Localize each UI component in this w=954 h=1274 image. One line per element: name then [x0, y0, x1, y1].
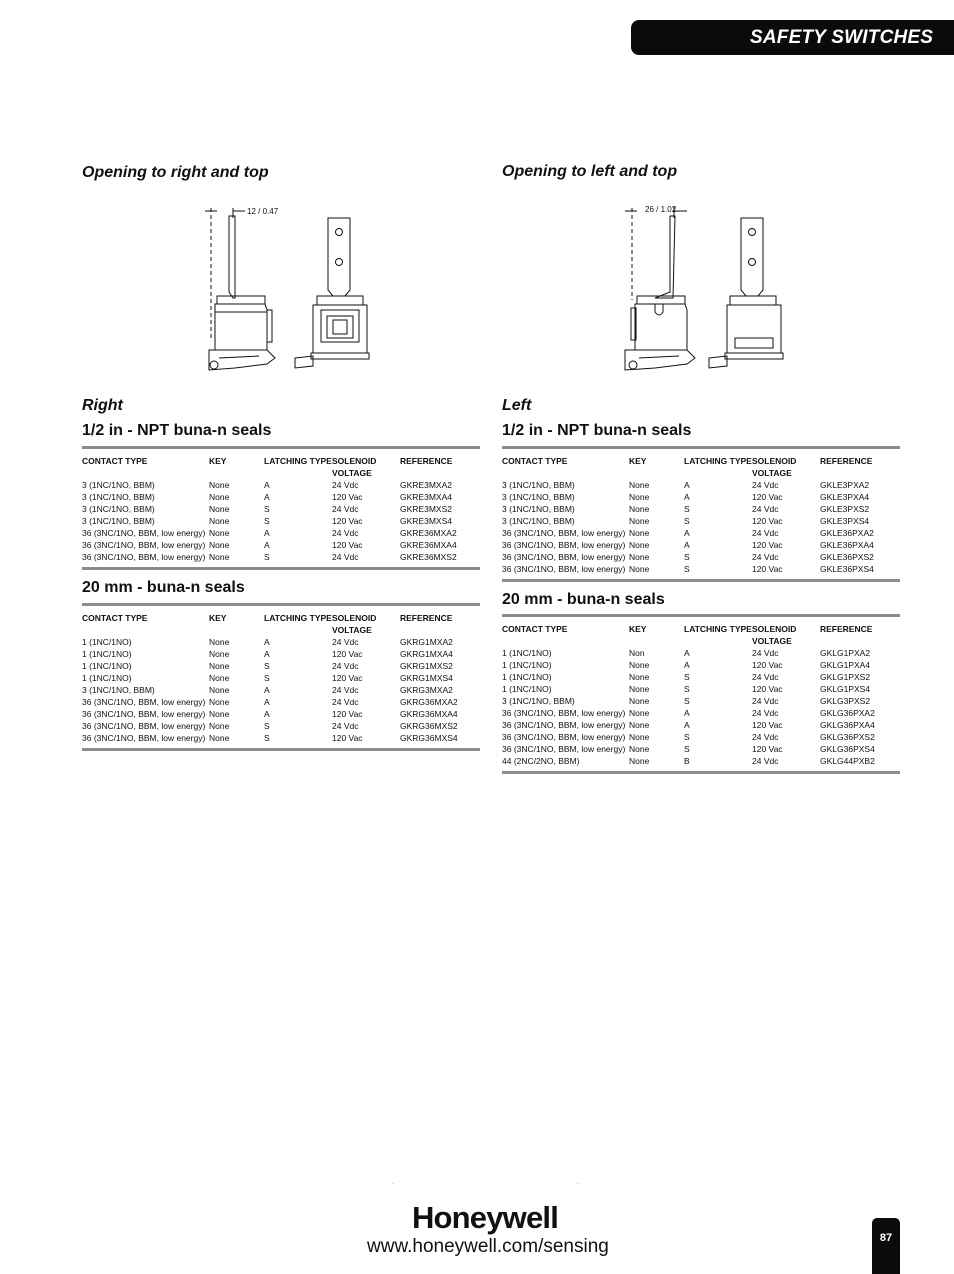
table-row: [82, 479, 480, 491]
header-solenoid-voltage: SOLENOID VOLTAGE: [752, 624, 797, 646]
cell-latching-type: S: [684, 732, 690, 742]
brand-logo-text: Honeywell: [411, 1200, 559, 1235]
cell-solenoid-voltage: 120 Vac: [332, 673, 363, 683]
table-row: [82, 660, 480, 672]
website-link[interactable]: www.honeywell.com/sensing: [367, 1236, 609, 1257]
cell-solenoid-voltage: 24 Vdc: [332, 697, 359, 707]
cell-reference: GKLG1PXS4: [820, 684, 871, 694]
spec-table-right-20mm: [82, 603, 480, 751]
cell-latching-type: A: [684, 480, 690, 490]
figure-title-left: Opening to left and top: [502, 163, 678, 180]
cell-reference: GKRE3MXA2: [400, 480, 452, 490]
cell-latching-type: A: [264, 637, 270, 647]
cell-latching-type: A: [264, 649, 270, 659]
cell-contact-type: 36 (3NC/1NO, BBM, low energy): [82, 721, 206, 731]
cell-contact-type: 36 (3NC/1NO, BBM, low energy): [502, 528, 626, 538]
table-row: [82, 551, 480, 563]
cell-solenoid-voltage: 120 Vac: [752, 516, 783, 526]
cell-latching-type: S: [264, 721, 270, 731]
cell-solenoid-voltage: 120 Vac: [752, 540, 783, 550]
cell-key: None: [209, 649, 230, 659]
table-header-row: [82, 449, 480, 479]
dimension-mm-right: 12 / 0.47: [247, 207, 279, 216]
table-header-row: [502, 449, 900, 479]
cell-reference: GKLE3PXS4: [820, 516, 870, 526]
cell-latching-type: S: [264, 504, 270, 514]
crop-mark: ·: [392, 1181, 394, 1187]
cell-reference: GKLG1PXA4: [820, 660, 871, 670]
cell-solenoid-voltage: 120 Vac: [332, 540, 363, 550]
cell-key: None: [209, 528, 230, 538]
table-row: [502, 527, 900, 539]
header-contact-type: CONTACT TYPE: [82, 613, 148, 623]
table-row: [502, 743, 900, 755]
cell-key: None: [629, 552, 650, 562]
table-row: [82, 684, 480, 696]
table-row: [82, 503, 480, 515]
cell-contact-type: 1 (1NC/1NO): [82, 661, 132, 671]
table-row: [502, 707, 900, 719]
cell-reference: GKRG36MXA4: [400, 709, 458, 719]
cell-reference: GKLE3PXS2: [820, 504, 870, 514]
switch-drawing-left: [615, 200, 805, 380]
cell-solenoid-voltage: 24 Vdc: [752, 672, 779, 682]
cell-contact-type: 36 (3NC/1NO, BBM, low energy): [82, 709, 206, 719]
spec-table-left-npt: [502, 446, 900, 582]
cell-solenoid-voltage: 24 Vdc: [752, 504, 779, 514]
cell-solenoid-voltage: 120 Vac: [752, 684, 783, 694]
cell-solenoid-voltage: 24 Vdc: [332, 480, 359, 490]
cell-reference: GKLG36PXS2: [820, 732, 875, 742]
cell-solenoid-voltage: 24 Vdc: [332, 685, 359, 695]
cell-solenoid-voltage: 24 Vdc: [752, 732, 779, 742]
cell-latching-type: A: [264, 540, 270, 550]
cell-reference: GKRG3MXA2: [400, 685, 453, 695]
cell-latching-type: S: [684, 564, 690, 574]
cell-key: None: [209, 673, 230, 683]
cell-contact-type: 36 (3NC/1NO, BBM, low energy): [82, 552, 206, 562]
cell-contact-type: 1 (1NC/1NO): [82, 673, 132, 683]
cell-key: None: [209, 697, 230, 707]
table-title-left-20mm: 20 mm - buna-n seals: [502, 591, 665, 608]
cell-key: None: [209, 516, 230, 526]
cell-reference: GKRE36MXS2: [400, 552, 457, 562]
cell-solenoid-voltage: 24 Vdc: [332, 637, 359, 647]
section-title: SAFETY SWITCHES: [750, 27, 934, 48]
table-rule: [82, 567, 480, 570]
cell-solenoid-voltage: 120 Vac: [332, 709, 363, 719]
spec-table-left-20mm: [502, 614, 900, 774]
cell-contact-type: 3 (1NC/1NO, BBM): [82, 492, 155, 502]
table-row: [502, 695, 900, 707]
cell-latching-type: S: [684, 504, 690, 514]
header-solenoid-voltage: SOLENOID VOLTAGE: [332, 613, 377, 635]
cell-key: None: [209, 480, 230, 490]
cell-latching-type: A: [684, 660, 690, 670]
header-key: KEY: [209, 456, 227, 466]
cell-latching-type: A: [264, 492, 270, 502]
cell-solenoid-voltage: 24 Vdc: [332, 528, 359, 538]
table-row: [82, 708, 480, 720]
table-row: [502, 647, 900, 659]
cell-solenoid-voltage: 120 Vac: [752, 492, 783, 502]
cell-reference: GKLE3PXA4: [820, 492, 870, 502]
table-row: [82, 539, 480, 551]
cell-reference: GKLG1PXS2: [820, 672, 871, 682]
cell-contact-type: 3 (1NC/1NO, BBM): [502, 504, 575, 514]
table-row: [502, 515, 900, 527]
cell-key: None: [209, 709, 230, 719]
cell-reference: GKRE3MXA4: [400, 492, 452, 502]
cell-contact-type: 36 (3NC/1NO, BBM, low energy): [82, 540, 206, 550]
page-number: 87: [879, 1232, 893, 1244]
cell-latching-type: S: [684, 684, 690, 694]
cell-reference: GKRE3MXS2: [400, 504, 452, 514]
cell-key: None: [629, 672, 650, 682]
cell-latching-type: B: [684, 756, 690, 766]
table-rule: [82, 748, 480, 751]
header-reference: REFERENCE: [820, 456, 873, 466]
table-title-right-npt: 1/2 in - NPT buna-n seals: [82, 422, 272, 439]
cell-latching-type: A: [684, 720, 690, 730]
cell-reference: GKRE36MXA2: [400, 528, 457, 538]
cell-solenoid-voltage: 24 Vdc: [332, 721, 359, 731]
cell-key: None: [629, 684, 650, 694]
cell-solenoid-voltage: 24 Vdc: [752, 648, 779, 658]
table-title-right-20mm: 20 mm - buna-n seals: [82, 579, 245, 596]
cell-contact-type: 1 (1NC/1NO): [502, 660, 552, 670]
cell-key: None: [629, 540, 650, 550]
header-reference: REFERENCE: [400, 456, 453, 466]
cell-reference: GKLE36PXS4: [820, 564, 874, 574]
cell-latching-type: A: [264, 709, 270, 719]
header-contact-type: CONTACT TYPE: [82, 456, 148, 466]
cell-reference: GKRE3MXS4: [400, 516, 452, 526]
honeywell-logo: [409, 1199, 561, 1235]
table-row: [502, 479, 900, 491]
cell-contact-type: 1 (1NC/1NO): [82, 637, 132, 647]
cell-latching-type: S: [264, 516, 270, 526]
table-row: [502, 503, 900, 515]
table-row: [82, 732, 480, 744]
cell-latching-type: A: [684, 492, 690, 502]
table-header-row: [82, 606, 480, 636]
header-latching-type: LATCHING TYPE: [264, 613, 332, 623]
cell-reference: GKLE36PXS2: [820, 552, 874, 562]
cell-reference: GKRG36MXA2: [400, 697, 458, 707]
switch-drawing-right: [195, 200, 385, 380]
cell-reference: GKRE36MXA4: [400, 540, 457, 550]
cell-reference: GKLG3PXS2: [820, 696, 871, 706]
cell-contact-type: 3 (1NC/1NO, BBM): [82, 685, 155, 695]
table-row: [502, 551, 900, 563]
cell-key: None: [629, 660, 650, 670]
cell-reference: GKLG36PXS4: [820, 744, 875, 754]
cell-latching-type: A: [684, 648, 690, 658]
cell-key: None: [629, 528, 650, 538]
cell-latching-type: S: [684, 552, 690, 562]
header-key: KEY: [629, 624, 647, 634]
cell-key: None: [209, 637, 230, 647]
cell-solenoid-voltage: 120 Vac: [332, 733, 363, 743]
cell-latching-type: S: [684, 696, 690, 706]
cell-key: None: [209, 492, 230, 502]
table-row: [502, 491, 900, 503]
cell-reference: GKLG36PXA4: [820, 720, 875, 730]
cell-contact-type: 36 (3NC/1NO, BBM, low energy): [502, 720, 626, 730]
section-label-right: Right: [82, 397, 123, 414]
table-row: [82, 648, 480, 660]
cell-contact-type: 3 (1NC/1NO, BBM): [82, 504, 155, 514]
cell-reference: GKLE36PXA2: [820, 528, 874, 538]
table-row: [502, 539, 900, 551]
table-rule: [502, 771, 900, 774]
table-row: [502, 731, 900, 743]
cell-latching-type: A: [684, 708, 690, 718]
table-row: [502, 659, 900, 671]
cell-contact-type: 3 (1NC/1NO, BBM): [82, 480, 155, 490]
cell-latching-type: A: [264, 528, 270, 538]
cell-reference: GKLE36PXA4: [820, 540, 874, 550]
cell-contact-type: 1 (1NC/1NO): [82, 649, 132, 659]
cell-latching-type: S: [684, 744, 690, 754]
cell-solenoid-voltage: 24 Vdc: [752, 696, 779, 706]
cell-latching-type: S: [264, 552, 270, 562]
cell-reference: GKRG1MXS2: [400, 661, 453, 671]
header-key: KEY: [629, 456, 647, 466]
cell-reference: GKRG36MXS4: [400, 733, 458, 743]
cell-latching-type: S: [684, 516, 690, 526]
table-row: [82, 491, 480, 503]
cell-contact-type: 3 (1NC/1NO, BBM): [82, 516, 155, 526]
cell-latching-type: S: [684, 672, 690, 682]
cell-solenoid-voltage: 24 Vdc: [752, 708, 779, 718]
cell-contact-type: 36 (3NC/1NO, BBM, low energy): [502, 564, 626, 574]
cell-key: None: [629, 756, 650, 766]
cell-key: None: [209, 540, 230, 550]
cell-solenoid-voltage: 120 Vac: [752, 744, 783, 754]
cell-key: None: [209, 504, 230, 514]
cell-solenoid-voltage: 120 Vac: [752, 564, 783, 574]
cell-solenoid-voltage: 24 Vdc: [752, 552, 779, 562]
cell-latching-type: A: [264, 685, 270, 695]
cell-solenoid-voltage: 24 Vdc: [332, 504, 359, 514]
cell-latching-type: A: [684, 528, 690, 538]
cell-key: None: [209, 661, 230, 671]
cell-key: None: [629, 492, 650, 502]
header-contact-type: CONTACT TYPE: [502, 456, 568, 466]
cell-contact-type: 36 (3NC/1NO, BBM, low energy): [502, 732, 626, 742]
table-row: [82, 527, 480, 539]
cell-reference: GKLG1PXA2: [820, 648, 871, 658]
cell-reference: GKRG1MXS4: [400, 673, 453, 683]
cell-key: None: [629, 516, 650, 526]
section-header-tab: [631, 20, 954, 55]
table-row: [82, 515, 480, 527]
cell-latching-type: S: [264, 733, 270, 743]
cell-solenoid-voltage: 120 Vac: [332, 649, 363, 659]
cell-key: None: [629, 744, 650, 754]
table-row: [502, 755, 900, 767]
cell-key: None: [629, 696, 650, 706]
header-latching-type: LATCHING TYPE: [264, 456, 332, 466]
cell-solenoid-voltage: 120 Vac: [332, 516, 363, 526]
spec-table-right-npt: [82, 446, 480, 570]
header-latching-type: LATCHING TYPE: [684, 624, 752, 634]
cell-reference: GKLE3PXA2: [820, 480, 870, 490]
table-row: [502, 563, 900, 575]
cell-latching-type: S: [264, 661, 270, 671]
cell-contact-type: 3 (1NC/1NO, BBM): [502, 696, 575, 706]
cell-contact-type: 3 (1NC/1NO, BBM): [502, 480, 575, 490]
cell-key: Non: [629, 648, 645, 658]
cell-contact-type: 36 (3NC/1NO, BBM, low energy): [82, 697, 206, 707]
figure-title-right: Opening to right and top: [82, 164, 269, 181]
cell-key: None: [629, 480, 650, 490]
cell-contact-type: 36 (3NC/1NO, BBM, low energy): [502, 708, 626, 718]
cell-contact-type: 36 (3NC/1NO, BBM, low energy): [82, 733, 206, 743]
cell-contact-type: 36 (3NC/1NO, BBM, low energy): [502, 744, 626, 754]
cell-solenoid-voltage: 24 Vdc: [332, 552, 359, 562]
cell-solenoid-voltage: 120 Vac: [752, 720, 783, 730]
table-row: [82, 636, 480, 648]
cell-key: None: [209, 721, 230, 731]
header-solenoid-voltage: SOLENOID VOLTAGE: [332, 456, 377, 478]
header-contact-type: CONTACT TYPE: [502, 624, 568, 634]
cell-key: None: [629, 732, 650, 742]
table-row: [82, 720, 480, 732]
table-rule: [502, 579, 900, 582]
cell-contact-type: 1 (1NC/1NO): [502, 648, 552, 658]
header-reference: REFERENCE: [820, 624, 873, 634]
table-row: [502, 719, 900, 731]
table-row: [82, 696, 480, 708]
table-title-left-npt: 1/2 in - NPT buna-n seals: [502, 422, 692, 439]
cell-key: None: [629, 720, 650, 730]
table-row: [502, 683, 900, 695]
cell-key: None: [629, 708, 650, 718]
cell-solenoid-voltage: 24 Vdc: [752, 528, 779, 538]
cell-solenoid-voltage: 24 Vdc: [332, 661, 359, 671]
header-key: KEY: [209, 613, 227, 623]
cell-contact-type: 36 (3NC/1NO, BBM, low energy): [502, 552, 626, 562]
cell-contact-type: 36 (3NC/1NO, BBM, low energy): [82, 528, 206, 538]
cell-reference: GKRG1MXA2: [400, 637, 453, 647]
cell-key: None: [209, 685, 230, 695]
cell-contact-type: 3 (1NC/1NO, BBM): [502, 516, 575, 526]
cell-solenoid-voltage: 24 Vdc: [752, 756, 779, 766]
cell-solenoid-voltage: 120 Vac: [332, 492, 363, 502]
cell-key: None: [629, 504, 650, 514]
cell-solenoid-voltage: 24 Vdc: [752, 480, 779, 490]
header-solenoid-voltage: SOLENOID VOLTAGE: [752, 456, 797, 478]
cell-latching-type: S: [264, 673, 270, 683]
cell-contact-type: 3 (1NC/1NO, BBM): [502, 492, 575, 502]
section-label-left: Left: [502, 397, 532, 414]
cell-contact-type: 44 (2NC/2NO, BBM): [502, 756, 580, 766]
cell-key: None: [209, 733, 230, 743]
cell-solenoid-voltage: 120 Vac: [752, 660, 783, 670]
header-reference: REFERENCE: [400, 613, 453, 623]
page-number-tab: [872, 1218, 900, 1274]
cell-key: None: [629, 564, 650, 574]
cell-reference: GKLG44PXB2: [820, 756, 875, 766]
cell-contact-type: 36 (3NC/1NO, BBM, low energy): [502, 540, 626, 550]
cell-key: None: [209, 552, 230, 562]
cell-reference: GKLG36PXA2: [820, 708, 875, 718]
table-row: [82, 672, 480, 684]
crop-mark: ·: [577, 1181, 579, 1187]
cell-reference: GKRG1MXA4: [400, 649, 453, 659]
table-row: [502, 671, 900, 683]
cell-latching-type: A: [684, 540, 690, 550]
cell-latching-type: A: [264, 697, 270, 707]
cell-contact-type: 1 (1NC/1NO): [502, 684, 552, 694]
dimension-mm-left: 26 / 1.02: [645, 205, 677, 214]
table-header-row: [502, 617, 900, 647]
cell-latching-type: A: [264, 480, 270, 490]
header-latching-type: LATCHING TYPE: [684, 456, 752, 466]
cell-reference: GKRG36MXS2: [400, 721, 458, 731]
cell-contact-type: 1 (1NC/1NO): [502, 672, 552, 682]
